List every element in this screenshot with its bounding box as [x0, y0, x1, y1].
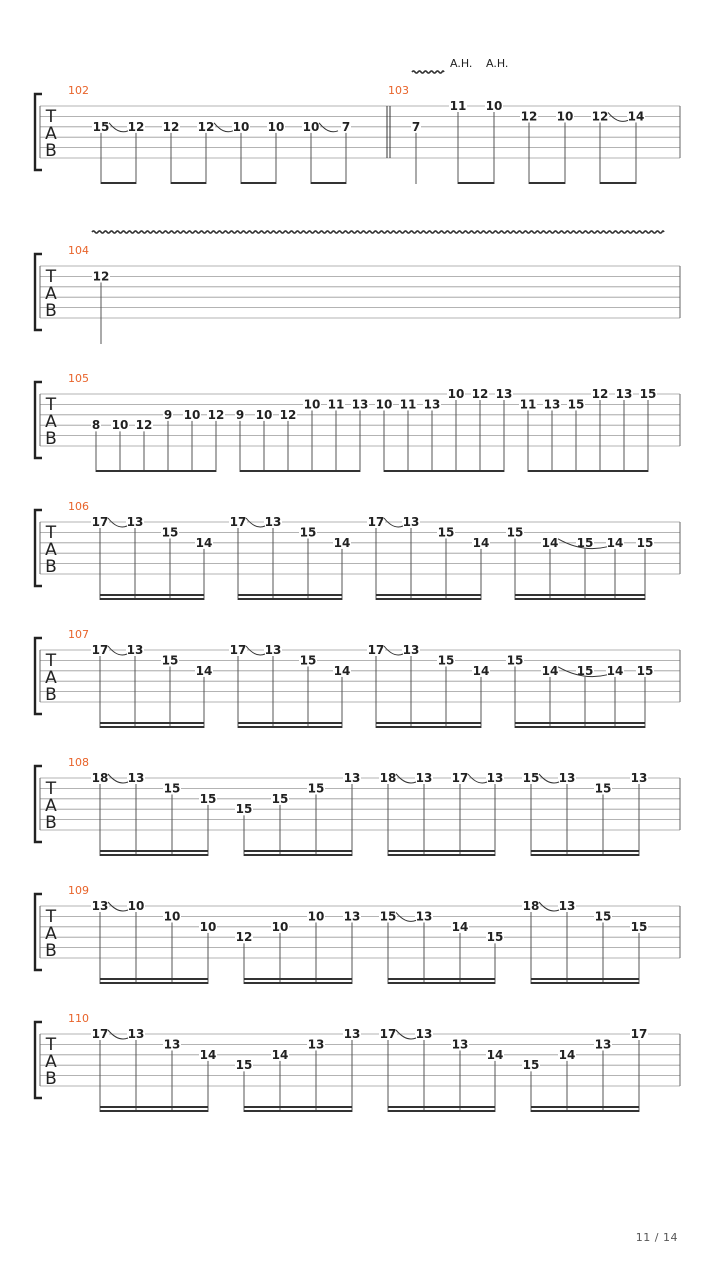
fret-number: 15: [506, 525, 524, 540]
fret-number: 12: [135, 418, 153, 433]
fret-number: 15: [235, 1058, 253, 1073]
fret-number: 9: [163, 407, 173, 422]
tab-clef-letter-a: A: [45, 796, 57, 816]
fret-number: 10: [183, 407, 201, 422]
fret-number: 14: [541, 535, 559, 550]
note-beam: [528, 470, 648, 472]
tab-clef-letter-t: T: [45, 267, 57, 287]
note-beam: [600, 182, 636, 184]
fret-number: 13: [91, 899, 109, 913]
measure-number: 107: [68, 628, 89, 641]
tab-clef-letter-a: A: [45, 124, 57, 144]
fret-number: 10: [111, 418, 129, 433]
slur-arc: [108, 646, 127, 655]
note-beam: [388, 1106, 495, 1108]
fret-number: 13: [615, 387, 633, 401]
fret-number: 18: [379, 771, 397, 785]
fret-number: 17: [451, 771, 469, 785]
system-4-bracket: [35, 510, 42, 586]
note-beam: [376, 594, 481, 596]
fret-number: 15: [161, 653, 179, 668]
note-beam: [515, 598, 645, 600]
slur-arc: [539, 774, 559, 783]
tab-clef-letter-a: A: [45, 540, 57, 560]
slur-arc: [396, 912, 416, 921]
system-1-bracket: [35, 94, 42, 170]
measure-number: 110: [68, 1012, 89, 1025]
tab-clef-letter-b: B: [45, 141, 57, 161]
fret-number: 15: [299, 653, 317, 668]
fret-number: 15: [576, 535, 594, 550]
tab-clef-letter-a: A: [45, 412, 57, 432]
fret-number: 15: [163, 781, 181, 796]
tab-clef-letter-a: A: [45, 284, 57, 304]
fret-number: 18: [522, 899, 540, 913]
fret-number: 15: [161, 525, 179, 540]
fret-number: 13: [351, 397, 369, 412]
fret-number: 12: [92, 269, 110, 284]
fret-number: 15: [506, 653, 524, 668]
fret-number: 10: [163, 909, 181, 924]
note-beam: [515, 722, 645, 724]
tab-clef-letter-t: T: [45, 907, 57, 927]
measure-number: 105: [68, 372, 89, 385]
fret-number: 13: [127, 771, 145, 785]
note-beam: [531, 1106, 639, 1108]
note-beam: [100, 1110, 208, 1112]
note-beam: [388, 982, 495, 984]
note-beam: [388, 854, 495, 856]
note-beam: [100, 594, 204, 596]
note-beam: [515, 594, 645, 596]
slur-arc: [539, 902, 559, 911]
fret-number: 17: [367, 515, 385, 529]
note-beam: [238, 722, 342, 724]
fret-number: 14: [606, 663, 624, 678]
artificial-harmonic-label: A.H.: [450, 57, 473, 70]
note-beam: [531, 978, 639, 980]
fret-number: 12: [162, 119, 180, 134]
slur-arc: [384, 518, 403, 527]
slur-arc: [109, 123, 128, 132]
fret-number: 13: [126, 515, 144, 529]
measure-number: 102: [68, 84, 89, 97]
note-beam: [238, 726, 342, 728]
measure-number: 103: [388, 84, 409, 97]
fret-number: 10: [303, 397, 321, 412]
fret-number: 15: [630, 919, 648, 934]
fret-number: 15: [437, 525, 455, 540]
fret-number: 15: [271, 791, 289, 806]
note-beam: [529, 182, 565, 184]
fret-number: 15: [636, 663, 654, 678]
fret-number: 13: [126, 643, 144, 657]
fret-number: 14: [195, 663, 213, 678]
fret-number: 12: [591, 387, 609, 401]
fret-number: 14: [486, 1047, 504, 1062]
fret-number: 15: [639, 387, 657, 401]
measure-number: 108: [68, 756, 89, 769]
fret-number: 10: [267, 119, 285, 134]
fret-number: 13: [558, 899, 576, 913]
fret-number: 13: [423, 397, 441, 412]
note-beam: [100, 722, 204, 724]
tab-clef-letter-a: A: [45, 924, 57, 944]
note-beam: [515, 726, 645, 728]
fret-number: 10: [255, 407, 273, 422]
tab-clef-letter-b: B: [45, 941, 57, 961]
fret-number: 11: [399, 397, 417, 412]
fret-number: 17: [379, 1027, 397, 1041]
system-3-bracket: [35, 382, 42, 458]
fret-number: 17: [91, 643, 109, 657]
note-beam: [311, 182, 346, 184]
note-beam: [531, 854, 639, 856]
slur-arc: [246, 646, 265, 655]
fret-number: 14: [472, 663, 490, 678]
tab-clef-letter-t: T: [45, 523, 57, 543]
note-beam: [100, 1106, 208, 1108]
tab-clef-letter-a: A: [45, 1052, 57, 1072]
fret-number: 14: [333, 663, 351, 678]
note-beam: [388, 1110, 495, 1112]
slur-arc: [108, 1030, 128, 1039]
system-7-bracket: [35, 894, 42, 970]
fret-number: 15: [594, 781, 612, 796]
note-beam: [171, 182, 206, 184]
fret-number: 7: [411, 119, 421, 134]
tab-clef-letter-t: T: [45, 1035, 57, 1055]
fret-number: 14: [451, 919, 469, 934]
system-5-bracket: [35, 638, 42, 714]
fret-number: 13: [558, 771, 576, 785]
note-beam: [100, 850, 208, 852]
vibrato-mark: [412, 71, 444, 73]
system-2-bracket: [35, 254, 42, 330]
fret-number: 15: [199, 791, 217, 806]
fret-number: 13: [415, 771, 433, 785]
note-beam: [244, 1110, 352, 1112]
fret-number: 10: [447, 387, 465, 401]
artificial-harmonic-label: A.H.: [486, 57, 509, 70]
note-beam: [101, 182, 136, 184]
note-beam: [100, 978, 208, 980]
fret-number: 13: [343, 909, 361, 924]
fret-number: 15: [437, 653, 455, 668]
system-6-bracket: [35, 766, 42, 842]
fret-number: 18: [91, 771, 109, 785]
note-beam: [376, 726, 481, 728]
fret-number: 13: [307, 1037, 325, 1052]
fret-number: 14: [606, 535, 624, 550]
fret-number: 13: [127, 1027, 145, 1041]
fret-number: 14: [558, 1047, 576, 1062]
note-beam: [384, 470, 504, 472]
slur-arc: [468, 774, 487, 783]
fret-number: 12: [197, 119, 215, 134]
fret-number: 13: [402, 643, 420, 657]
fret-number: 7: [341, 119, 351, 134]
fret-number: 14: [195, 535, 213, 550]
fret-number: 13: [594, 1037, 612, 1052]
fret-number: 13: [264, 643, 282, 657]
note-beam: [531, 850, 639, 852]
fret-number: 13: [543, 397, 561, 412]
fret-number: 13: [343, 1027, 361, 1041]
fret-number: 15: [486, 930, 504, 945]
fret-number: 10: [375, 397, 393, 412]
slur-arc: [319, 123, 338, 132]
tab-clef-letter-t: T: [45, 395, 57, 415]
fret-number: 17: [229, 643, 247, 657]
fret-number: 10: [302, 119, 320, 134]
fret-number: 11: [519, 397, 537, 412]
tab-clef-letter-t: T: [45, 779, 57, 799]
fret-number: 9: [235, 407, 245, 422]
fret-number: 17: [630, 1027, 648, 1041]
measure-number: 104: [68, 244, 89, 257]
note-beam: [100, 854, 208, 856]
measure-number: 106: [68, 500, 89, 513]
slur-arc: [214, 123, 233, 132]
slur-arc: [608, 112, 628, 121]
fret-number: 14: [199, 1047, 217, 1062]
fret-number: 11: [449, 99, 467, 113]
note-beam: [376, 598, 481, 600]
fret-number: 13: [163, 1037, 181, 1052]
note-beam: [241, 182, 276, 184]
slur-arc: [108, 902, 128, 911]
slur-arc: [396, 774, 416, 783]
note-beam: [244, 1106, 352, 1108]
tab-clef-letter-b: B: [45, 685, 57, 705]
note-beam: [244, 982, 352, 984]
tab-clef-letter-b: B: [45, 1069, 57, 1089]
fret-number: 13: [495, 387, 513, 401]
fret-number: 15: [379, 909, 397, 924]
fret-number: 10: [232, 119, 250, 134]
note-beam: [244, 850, 352, 852]
fret-number: 10: [556, 109, 574, 124]
note-beam: [376, 722, 481, 724]
fret-number: 12: [591, 109, 609, 124]
tab-clef-letter-b: B: [45, 813, 57, 833]
fret-number: 12: [207, 407, 225, 422]
note-beam: [531, 1110, 639, 1112]
fret-number: 8: [91, 418, 101, 433]
note-beam: [388, 978, 495, 980]
fret-number: 15: [522, 771, 540, 785]
fret-number: 10: [485, 99, 503, 113]
fret-number: 10: [307, 909, 325, 924]
fret-number: 15: [307, 781, 325, 796]
note-beam: [100, 982, 208, 984]
fret-number: 12: [235, 930, 253, 945]
fret-number: 15: [636, 535, 654, 550]
tab-clef-letter-b: B: [45, 301, 57, 321]
note-beam: [244, 978, 352, 980]
fret-number: 13: [415, 909, 433, 924]
note-beam: [238, 598, 342, 600]
note-beam: [531, 982, 639, 984]
fret-number: 13: [415, 1027, 433, 1041]
fret-number: 14: [627, 109, 645, 124]
tab-clef-letter-b: B: [45, 557, 57, 577]
fret-number: 15: [567, 397, 585, 412]
slur-arc: [396, 1030, 416, 1039]
slur-arc: [108, 518, 127, 527]
note-beam: [96, 470, 216, 472]
tab-clef-letter-a: A: [45, 668, 57, 688]
tab-clef-letter-b: B: [45, 429, 57, 449]
fret-number: 10: [271, 919, 289, 934]
fret-number: 10: [199, 919, 217, 934]
fret-number: 14: [541, 663, 559, 678]
fret-number: 13: [264, 515, 282, 529]
fret-number: 12: [127, 119, 145, 134]
fret-number: 12: [520, 109, 538, 124]
page-number: 11 / 14: [635, 1231, 678, 1244]
fret-number: 15: [522, 1058, 540, 1073]
fret-number: 13: [343, 771, 361, 785]
fret-number: 13: [402, 515, 420, 529]
fret-number: 10: [127, 899, 145, 913]
note-beam: [240, 470, 360, 472]
note-beam: [100, 598, 204, 600]
note-beam: [238, 594, 342, 596]
system-8-bracket: [35, 1022, 42, 1098]
tab-clef-letter-t: T: [45, 107, 57, 127]
note-beam: [100, 726, 204, 728]
note-beam: [458, 182, 494, 184]
fret-number: 15: [235, 802, 253, 817]
tab-clef-letter-t: T: [45, 651, 57, 671]
note-beam: [388, 850, 495, 852]
fret-number: 17: [91, 515, 109, 529]
fret-number: 13: [451, 1037, 469, 1052]
fret-number: 15: [92, 119, 110, 134]
fret-number: 17: [367, 643, 385, 657]
slur-arc: [108, 774, 128, 783]
fret-number: 17: [229, 515, 247, 529]
slur-arc: [246, 518, 265, 527]
vibrato-mark: [92, 231, 664, 233]
fret-number: 14: [472, 535, 490, 550]
fret-number: 17: [91, 1027, 109, 1041]
note-beam: [244, 854, 352, 856]
fret-number: 13: [486, 771, 504, 785]
fret-number: 14: [271, 1047, 289, 1062]
fret-number: 11: [327, 397, 345, 412]
fret-number: 12: [471, 387, 489, 401]
fret-number: 15: [594, 909, 612, 924]
fret-number: 13: [630, 771, 648, 785]
measure-number: 109: [68, 884, 89, 897]
fret-number: 15: [299, 525, 317, 540]
fret-number: 15: [576, 663, 594, 678]
slur-arc: [384, 646, 403, 655]
fret-number: 12: [279, 407, 297, 422]
fret-number: 14: [333, 535, 351, 550]
